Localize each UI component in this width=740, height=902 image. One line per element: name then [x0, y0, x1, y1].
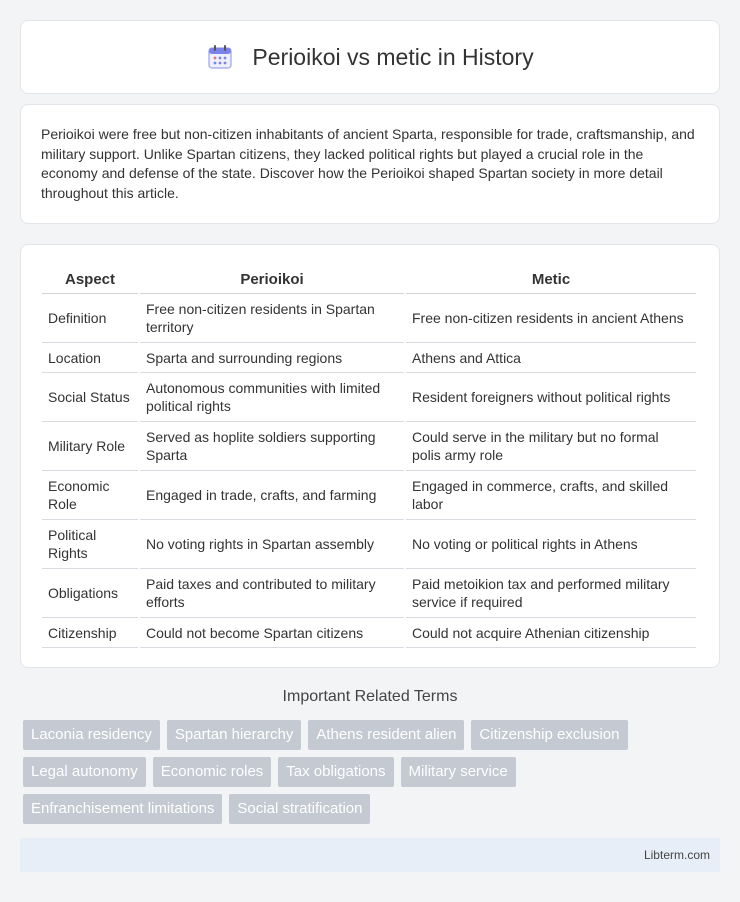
tag-military-service[interactable]: Military service: [401, 757, 516, 787]
tag-row: [23, 720, 723, 750]
table-row: [42, 471, 696, 520]
comparison-card: [20, 244, 720, 668]
tag-economic-roles[interactable]: Economic roles: [153, 757, 272, 787]
table-row: [42, 569, 696, 618]
row-metic: No voting or political rights in Athens: [406, 520, 696, 569]
row-metic: Resident foreigners without political rights: [406, 373, 696, 422]
table-row: [42, 618, 696, 648]
header-perioikoi: Perioikoi: [140, 265, 404, 294]
row-aspect: Definition: [42, 294, 138, 343]
intro-paragraph: Perioikoi were free but non-citizen inhabitants of ancient Sparta, responsible for trade, craftsmanship, and military support. Unlike Spartan citizens, they lacked political rights but played a crucial role in the economy and defense of the state. Discover how the Perioikoi shaped Spartan society in more detail throughout this article.: [41, 126, 695, 201]
table-row: [42, 373, 696, 422]
row-metic: Could not acquire Athenian citizenship: [406, 618, 696, 648]
header-aspect: Aspect: [42, 265, 138, 294]
comparison-table: [40, 265, 698, 648]
row-perioikoi: Free non-citizen residents in Spartan territory: [140, 294, 404, 343]
tag-social-stratification[interactable]: Social stratification: [229, 794, 370, 824]
calendar-icon: [206, 43, 234, 71]
row-perioikoi: Could not become Spartan citizens: [140, 618, 404, 648]
table-row: [42, 294, 696, 343]
table-row: [42, 343, 696, 373]
tag-row: [23, 794, 723, 824]
related-tags: [23, 720, 723, 831]
row-perioikoi: Engaged in trade, crafts, and farming: [140, 471, 404, 520]
header-metic: Metic: [406, 265, 696, 294]
row-aspect: Military Role: [42, 422, 138, 471]
row-metic: Could serve in the military but no formal polis army role: [406, 422, 696, 471]
row-metic: Free non-citizen residents in ancient Athens: [406, 294, 696, 343]
row-perioikoi: Sparta and surrounding regions: [140, 343, 404, 373]
row-perioikoi: Autonomous communities with limited political rights: [140, 373, 404, 422]
tag-citizenship-exclusion[interactable]: Citizenship exclusion: [471, 720, 627, 750]
row-metic: Paid metoikion tax and performed military service if required: [406, 569, 696, 618]
row-metic: Engaged in commerce, crafts, and skilled labor: [406, 471, 696, 520]
row-aspect: Location: [42, 343, 138, 373]
title-wrap: [206, 43, 533, 71]
row-aspect: Social Status: [42, 373, 138, 422]
tag-laconia-residency[interactable]: Laconia residency: [23, 720, 160, 750]
footer: [20, 838, 720, 872]
footer-site-link[interactable]: Libterm.com: [643, 848, 710, 862]
intro-card: [20, 104, 720, 224]
page-title: Perioikoi vs metic in History: [252, 43, 534, 70]
related-terms-title: Important Related Terms: [282, 688, 458, 705]
table-row: [42, 422, 696, 471]
tag-tax-obligations[interactable]: Tax obligations: [278, 757, 393, 787]
tag-enfranchisement-limitations[interactable]: Enfranchisement limitations: [23, 794, 222, 824]
row-aspect: Economic Role: [42, 471, 138, 520]
row-perioikoi: Paid taxes and contributed to military efforts: [140, 569, 404, 618]
row-aspect: Citizenship: [42, 618, 138, 648]
row-perioikoi: No voting rights in Spartan assembly: [140, 520, 404, 569]
table-row: [42, 520, 696, 569]
row-perioikoi: Served as hoplite soldiers supporting Sparta: [140, 422, 404, 471]
row-metic: Athens and Attica: [406, 343, 696, 373]
title-card: [20, 20, 720, 94]
row-aspect: Political Rights: [42, 520, 138, 569]
table-header-row: [42, 265, 696, 294]
tag-spartan-hierarchy[interactable]: Spartan hierarchy: [167, 720, 301, 750]
tag-athens-resident-alien[interactable]: Athens resident alien: [308, 720, 464, 750]
tag-row: [23, 757, 723, 787]
tag-legal-autonomy[interactable]: Legal autonomy: [23, 757, 146, 787]
row-aspect: Obligations: [42, 569, 138, 618]
